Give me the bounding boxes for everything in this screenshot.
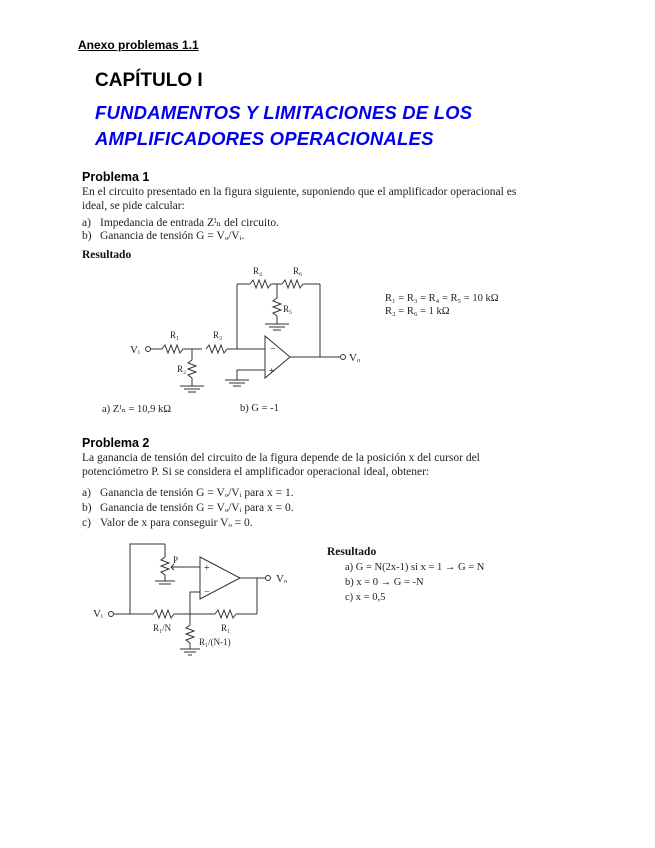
- r6-label: R₆: [293, 266, 303, 276]
- r3-label: R₃: [213, 330, 223, 340]
- problem-2-answer-b: b) x = 0 → G = -N: [345, 577, 424, 588]
- vo-terminal: [341, 355, 346, 360]
- item-text: Ganancia de tensión G = Vₒ/Vᵢ.: [100, 230, 245, 242]
- problem-1-statement: En el circuito presentado en la figura siguiente, suponiendo que el amplificador operacional es ideal, se pide calcular:: [82, 186, 517, 212]
- problem-1-answer-b: b) G = -1: [240, 403, 279, 414]
- problem-1-answer-a: a) Zᴵₙ = 10,9 kΩ: [102, 404, 172, 415]
- p-label: P: [173, 555, 179, 565]
- problem-2-answer-a: a) G = N(2x-1) si x = 1 → G = N: [345, 562, 485, 573]
- problem-2-answer-c: c) x = 0,5: [345, 592, 386, 603]
- problem-1-item-b: [82, 230, 244, 242]
- vo-label: Vₒ: [276, 573, 288, 585]
- vi-label: Vᵢ: [130, 344, 140, 356]
- problem-2-item-c: [82, 517, 253, 529]
- item-label: c): [82, 517, 91, 529]
- problem-1-item-a: [82, 215, 279, 229]
- item-label: b): [82, 502, 92, 514]
- r2-label: R₂: [177, 364, 187, 374]
- vo-terminal: [266, 576, 271, 581]
- problem-1-title: Problema 1: [82, 170, 150, 184]
- chapter-title: CAPÍTULO I: [95, 70, 203, 91]
- problem-1-values-line-1: R₁ = R₃ = R₄ = R₅ = 10 kΩ: [385, 293, 499, 304]
- r1-label: R₁: [221, 623, 231, 633]
- item-text: Ganancia de tensión G = Vₒ/Vᵢ para x = 0.: [100, 502, 294, 514]
- r4-label: R₄: [253, 266, 263, 276]
- problem-1-result-label: Resultado: [82, 249, 132, 261]
- r1n1-label: R₁/(N-1): [199, 637, 231, 647]
- problem-1-circuit-diagram: [120, 262, 380, 397]
- item-label: a): [82, 487, 91, 499]
- r5-label: R₅: [283, 304, 293, 314]
- r1-over-n-resistor: [153, 610, 174, 618]
- page-header: Anexo problemas 1.1: [78, 38, 199, 52]
- vi-label: Vᵢ: [93, 608, 103, 620]
- item-label: b): [82, 230, 92, 242]
- r1-resistor: [162, 345, 183, 353]
- potentiometer-p: [161, 557, 169, 575]
- r1-label: R₁: [170, 330, 180, 340]
- problem-2-item-a: [82, 487, 294, 499]
- vi-terminal: [109, 612, 114, 617]
- problem-2-result-label: Resultado: [327, 546, 377, 558]
- item-text: Impedancia de entrada Zᴵₙ del circuito.: [100, 217, 280, 229]
- chapter-subtitle-line-1: FUNDAMENTOS Y LIMITACIONES DE LOS: [95, 102, 473, 123]
- problem-2-item-b: [82, 502, 294, 514]
- svg-text:−: −: [270, 344, 276, 355]
- problem-1-values-line-2: R₂ = R₆ = 1 kΩ: [385, 306, 450, 317]
- r1-feedback-resistor: [215, 610, 236, 618]
- r4-resistor: [250, 280, 271, 288]
- vo-label: Vₒ: [349, 352, 361, 364]
- r5-resistor: [273, 298, 281, 316]
- vi-terminal: [146, 347, 151, 352]
- svg-text:−: −: [204, 587, 210, 598]
- problem-2-title: Problema 2: [82, 436, 150, 450]
- item-text: Ganancia de tensión G = Vₒ/Vᵢ para x = 1.: [100, 487, 294, 499]
- svg-text:+: +: [269, 366, 275, 377]
- r6-resistor: [282, 280, 303, 288]
- r1n-label: R₁/N: [153, 623, 172, 633]
- r2-resistor: [188, 360, 196, 378]
- r1-over-n-minus-1-resistor: [186, 625, 194, 643]
- r3-resistor: [206, 345, 227, 353]
- chapter-subtitle-line-2: AMPLIFICADORES OPERACIONALES: [95, 128, 434, 149]
- problem-2-circuit-diagram: [85, 537, 315, 662]
- problem-2-statement: La ganancia de tensión del circuito de la figura depende de la posición x del cursor del potenciómetro P. Si se considera el amplificador operacional ideal, obtener:: [82, 452, 480, 478]
- svg-text:+: +: [204, 563, 210, 574]
- item-text: Valor de x para conseguir Vₒ = 0.: [100, 517, 253, 529]
- item-label: a): [82, 217, 91, 229]
